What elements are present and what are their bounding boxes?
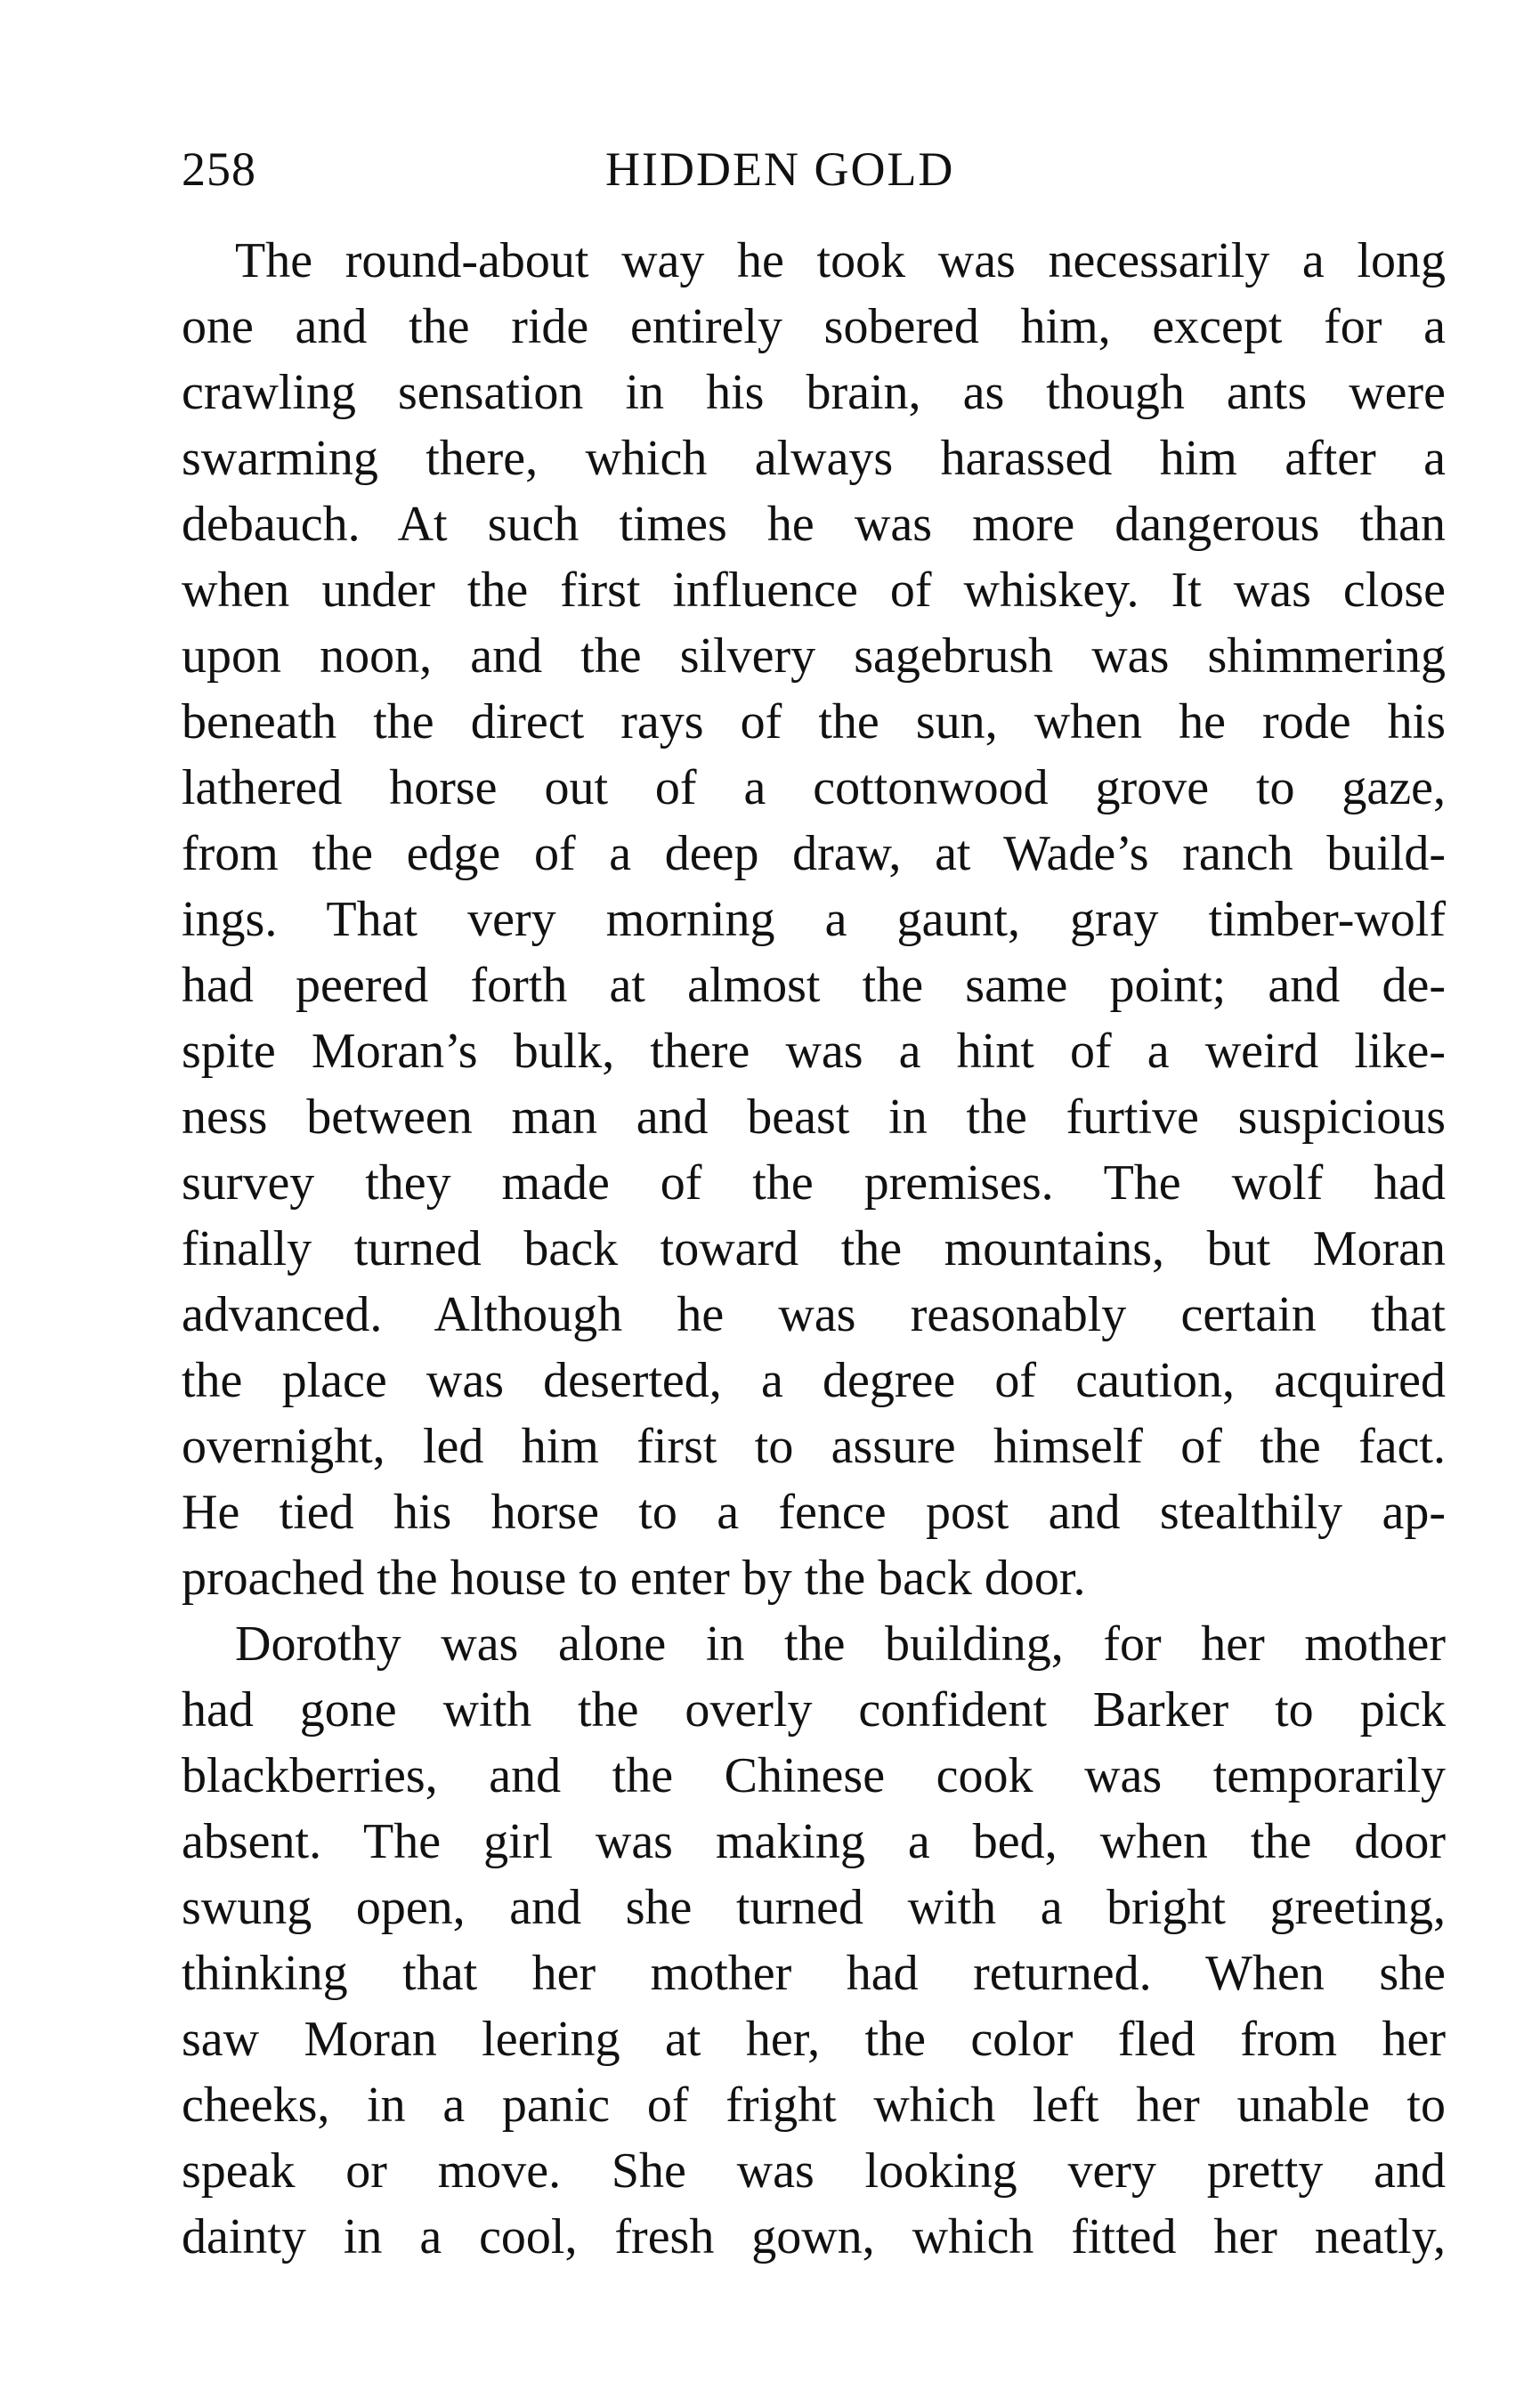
text-line: blackberries, and the Chinese cook was temporarily <box>182 1748 1446 1803</box>
text-line: beneath the direct rays of the sun, when he rode his <box>182 694 1446 749</box>
text-line: dainty in a cool, fresh gown, which fitted her neatly, <box>182 2209 1446 2264</box>
text-line: proached the house to enter by the back door. <box>182 1551 1086 1606</box>
text-line: the place was deserted, a degree of caution, acquired <box>182 1353 1446 1408</box>
text-line: finally turned back toward the mountains, but Moran <box>182 1221 1446 1276</box>
running-head <box>182 134 1446 205</box>
text-line: survey they made of the premises. The wolf had <box>182 1155 1446 1211</box>
text-line: advanced. Although he was reasonably certain that <box>182 1287 1446 1342</box>
text-line: debauch. At such times he was more dangerous than <box>182 497 1446 552</box>
text-line: absent. The girl was making a bed, when the door <box>182 1814 1446 1869</box>
text-line: The round-about way he took was necessarily a long <box>235 233 1446 288</box>
book-title: HIDDEN GOLD <box>605 142 955 196</box>
page-number: 258 <box>182 142 256 196</box>
text-line: one and the ride entirely sobered him, except for a <box>182 299 1446 354</box>
text-line: Dorothy was alone in the building, for her mother <box>235 1616 1446 1672</box>
text-line: had peered forth at almost the same point; and de- <box>182 958 1446 1013</box>
text-line: when under the first influence of whiskey. It was close <box>182 563 1446 618</box>
text-line: saw Moran leering at her, the color fled from her <box>182 2012 1446 2067</box>
text-line: swarming there, which always harassed him after a <box>182 431 1446 486</box>
text-line: speak or move. She was looking very pretty and <box>182 2143 1446 2199</box>
paragraph-2 <box>182 1611 1446 2270</box>
text-line: ings. That very morning a gaunt, gray timber-wolf <box>182 892 1446 947</box>
text-line: spite Moran’s bulk, there was a hint of a weird like- <box>182 1024 1446 1079</box>
text-line: from the edge of a deep draw, at Wade’s ranch build- <box>182 826 1446 881</box>
text-line: ness between man and beast in the furtive suspicious <box>182 1090 1446 1145</box>
text-line: had gone with the overly confident Barker to pick <box>182 1682 1446 1738</box>
text-line: cheeks, in a panic of fright which left her unable to <box>182 2078 1446 2133</box>
text-line: upon noon, and the silvery sagebrush was shimmering <box>182 628 1446 684</box>
body-text <box>182 228 1446 2270</box>
text-line: crawling sensation in his brain, as though ants were <box>182 365 1446 420</box>
text-line: He tied his horse to a fence post and stealthily ap- <box>182 1485 1446 1540</box>
text-line: overnight, led him first to assure himself of the fact. <box>182 1419 1446 1474</box>
paragraph-1 <box>182 228 1446 1611</box>
text-line: thinking that her mother had returned. When she <box>182 1946 1446 2001</box>
text-line: lathered horse out of a cottonwood grove to gaze, <box>182 760 1446 815</box>
text-line: swung open, and she turned with a bright greeting, <box>182 1880 1446 1935</box>
